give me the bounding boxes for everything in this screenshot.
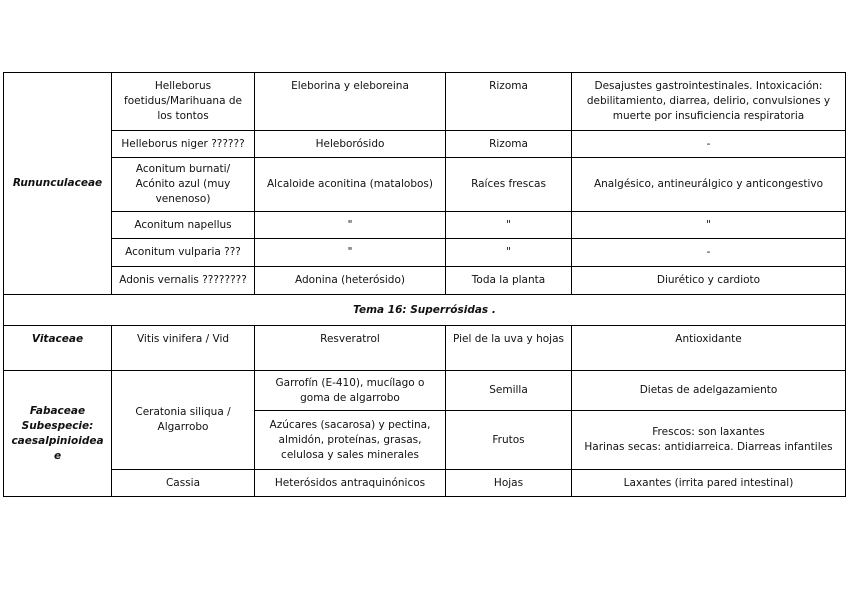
part-cell: Rizoma: [446, 73, 572, 131]
part-cell: Toda la planta: [446, 267, 572, 295]
table-row: [4, 326, 846, 371]
compound-cell: Azúcares (sacarosa) y pectina, almidón, proteínas, grasas, celulosa y sales minerales: [255, 411, 446, 470]
use-cell: [572, 411, 846, 470]
species-cell: Aconitum vulparia ???: [112, 239, 255, 267]
part-cell: ": [446, 239, 572, 267]
use-cell: Antioxidante: [572, 326, 846, 371]
table-row: [4, 212, 846, 239]
table-row: [4, 470, 846, 497]
compound-cell: Garrofín (E-410), mucílago o goma de algarrobo: [255, 371, 446, 411]
table-row: [4, 371, 846, 411]
section-row: [4, 295, 846, 326]
family-rununculaceae: Rununculaceae: [4, 73, 112, 295]
species-cell: Cassia: [112, 470, 255, 497]
use-cell: Analgésico, antineurálgico y anticongestivo: [572, 158, 846, 212]
use-cell: Desajustes gastrointestinales. Intoxicación: debilitamiento, diarrea, delirio, convulsiones y muerte por insuficiencia respiratoria: [572, 73, 846, 131]
use-cell: -: [572, 239, 846, 267]
use-cell: Diurético y cardioto: [572, 267, 846, 295]
part-cell: Raíces frescas: [446, 158, 572, 212]
table-row: [4, 267, 846, 295]
species-cell: Aconitum burnati/ Acónito azul (muy venenoso): [112, 158, 255, 212]
compound-cell: Alcaloide aconitina (matalobos): [255, 158, 446, 212]
table-row: [4, 73, 846, 131]
part-cell: Hojas: [446, 470, 572, 497]
part-cell: Semilla: [446, 371, 572, 411]
compound-cell: Heterósidos antraquinónicos: [255, 470, 446, 497]
use-line: Harinas secas: antidiarreica. Diarreas infantiles: [584, 441, 833, 453]
compound-cell: Heleborósido: [255, 131, 446, 158]
section-title: Tema 16: Superrósidas .: [4, 295, 846, 326]
use-cell: -: [572, 131, 846, 158]
compound-cell: Resveratrol: [255, 326, 446, 371]
family-line: Fabaceae: [29, 404, 86, 417]
species-cell: Vitis vinifera / Vid: [112, 326, 255, 371]
family-fabaceae: [4, 371, 112, 497]
part-cell: Piel de la uva y hojas: [446, 326, 572, 371]
species-cell: Helleborus foetidus/Marihuana de los tontos: [112, 73, 255, 131]
use-cell: ": [572, 212, 846, 239]
species-cell: Ceratonia siliqua / Algarrobo: [112, 371, 255, 470]
compound-cell: Adonina (heterósido): [255, 267, 446, 295]
use-cell: Dietas de adelgazamiento: [572, 371, 846, 411]
part-cell: Frutos: [446, 411, 572, 470]
compound-cell: ": [255, 212, 446, 239]
species-cell: Adonis vernalis ????????: [112, 267, 255, 295]
plants-table: [3, 72, 846, 497]
species-cell: Aconitum napellus: [112, 212, 255, 239]
use-cell: Laxantes (irrita pared intestinal): [572, 470, 846, 497]
family-vitaceae: Vitaceae: [4, 326, 112, 371]
compound-cell: ": [255, 239, 446, 267]
use-line: Frescos: son laxantes: [652, 426, 765, 438]
family-line: caesalpinioideae: [11, 434, 104, 462]
compound-cell: Eleborina y eleboreina: [255, 73, 446, 131]
table-row: [4, 158, 846, 212]
family-line: Subespecie:: [21, 419, 94, 432]
table-row: [4, 131, 846, 158]
part-cell: ": [446, 212, 572, 239]
part-cell: Rizoma: [446, 131, 572, 158]
species-cell: Helleborus niger ??????: [112, 131, 255, 158]
table-row: [4, 239, 846, 267]
